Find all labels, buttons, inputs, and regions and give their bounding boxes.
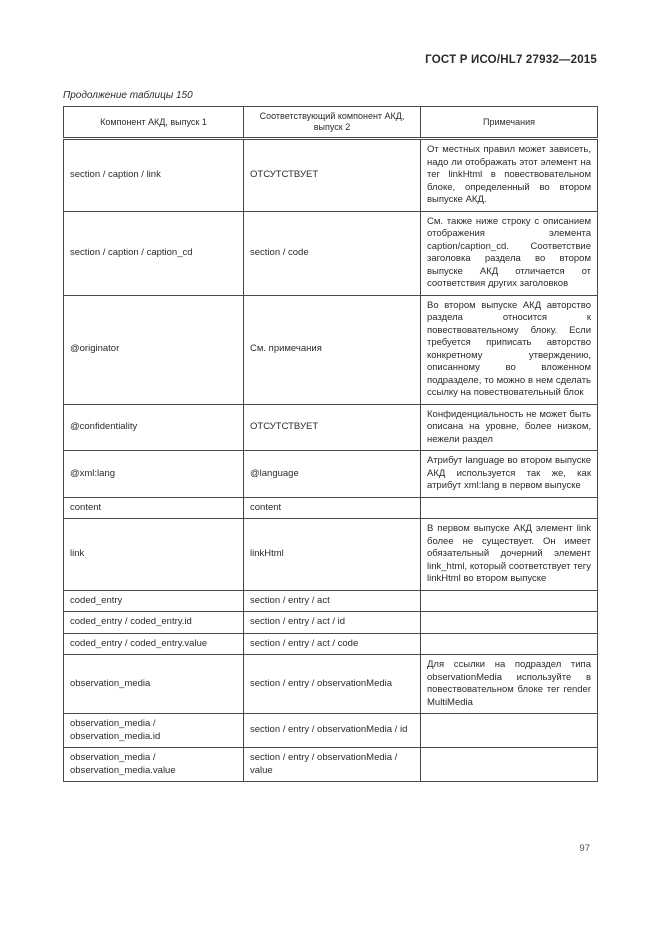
- table-row: [64, 714, 598, 748]
- component-v2-cell: section / entry / act: [244, 590, 421, 612]
- component-v2-cell: section / entry / observationMedia: [244, 655, 421, 714]
- component-v2-cell: section / entry / act / code: [244, 633, 421, 655]
- component-v1-cell: observation_media / observation_media.id: [64, 714, 244, 748]
- component-v1-cell: content: [64, 497, 244, 519]
- component-v1-cell: @confidentiality: [64, 404, 244, 451]
- notes-cell: [421, 633, 598, 655]
- component-v1-cell: @xml:lang: [64, 451, 244, 498]
- table-row: [64, 211, 598, 295]
- component-v2-cell: ОТСУТСТВУЕТ: [244, 404, 421, 451]
- notes-cell: Для ссылки на подраздел типа observationMedia используйте в повествовательном блоке тег render MultiMedia: [421, 655, 598, 714]
- table-row: [64, 748, 598, 782]
- standard-designation: ГОСТ Р ИСО/HL7 27932—2015: [425, 54, 597, 66]
- notes-cell: В первом выпуске АКД элемент link более не существует. Он имеет обязательный дочерний элемент link_html, который соответствует тегу linkHtml во втором выпуске: [421, 519, 598, 591]
- table-continuation-caption: Продолжение таблицы 150: [63, 90, 193, 101]
- notes-cell: См. также ниже строку с описанием отображения элемента caption/caption_cd. Соответствие заголовка раздела во втором выпуске АКД отличается от соответствия других заголовков: [421, 211, 598, 295]
- page-number: 97: [579, 843, 590, 854]
- component-v1-cell: section / caption / link: [64, 139, 244, 212]
- table-row: [64, 519, 598, 591]
- table-row: [64, 633, 598, 655]
- notes-cell: Атрибут language во втором выпуске АКД используется так же, как атрибут xml:lang в первом выпуске: [421, 451, 598, 498]
- component-v2-cell: @language: [244, 451, 421, 498]
- column-header-component-v1: Компонент АКД, выпуск 1: [64, 107, 244, 139]
- column-header-notes: Примечания: [421, 107, 598, 139]
- component-v1-cell: coded_entry: [64, 590, 244, 612]
- component-v2-cell: section / entry / observationMedia / value: [244, 748, 421, 782]
- notes-cell: Во втором выпуске АКД авторство раздела относится к повествовательному блоку. Если требуется приписать авторство конкретному утверждению, описанному во вложенном подразделе, то можно в нем сделать ссылку на повествовательный блок: [421, 295, 598, 404]
- component-v2-cell: section / code: [244, 211, 421, 295]
- table-row: [64, 451, 598, 498]
- component-v1-cell: @originator: [64, 295, 244, 404]
- column-header-component-v2: Соответствующий компонент АКД, выпуск 2: [244, 107, 421, 139]
- component-v1-cell: coded_entry / coded_entry.id: [64, 612, 244, 634]
- component-v1-cell: coded_entry / coded_entry.value: [64, 633, 244, 655]
- table-row: [64, 590, 598, 612]
- notes-cell: [421, 497, 598, 519]
- component-v2-cell: section / entry / observationMedia / id: [244, 714, 421, 748]
- table-row: [64, 655, 598, 714]
- component-v2-cell: section / entry / act / id: [244, 612, 421, 634]
- component-mapping-table: [63, 106, 598, 782]
- component-v2-cell: ОТСУТСТВУЕТ: [244, 139, 421, 212]
- notes-cell: Конфиденциальность не может быть описана на уровне, более низком, нежели раздел: [421, 404, 598, 451]
- notes-cell: [421, 590, 598, 612]
- notes-cell: От местных правил может зависеть, надо ли отображать этот элемент на тег linkHtml в повествовательном блоке, определенный во втором выпуске АКД.: [421, 139, 598, 212]
- notes-cell: [421, 612, 598, 634]
- table-row: [64, 139, 598, 212]
- table-row: [64, 295, 598, 404]
- table-row: [64, 612, 598, 634]
- notes-cell: [421, 748, 598, 782]
- table-header-row: [64, 107, 598, 139]
- component-v1-cell: section / caption / caption_cd: [64, 211, 244, 295]
- notes-cell: [421, 714, 598, 748]
- component-v2-cell: См. примечания: [244, 295, 421, 404]
- component-v1-cell: observation_media / observation_media.value: [64, 748, 244, 782]
- component-v2-cell: content: [244, 497, 421, 519]
- component-v2-cell: linkHtml: [244, 519, 421, 591]
- table-row: [64, 404, 598, 451]
- component-v1-cell: observation_media: [64, 655, 244, 714]
- table-row: [64, 497, 598, 519]
- component-v1-cell: link: [64, 519, 244, 591]
